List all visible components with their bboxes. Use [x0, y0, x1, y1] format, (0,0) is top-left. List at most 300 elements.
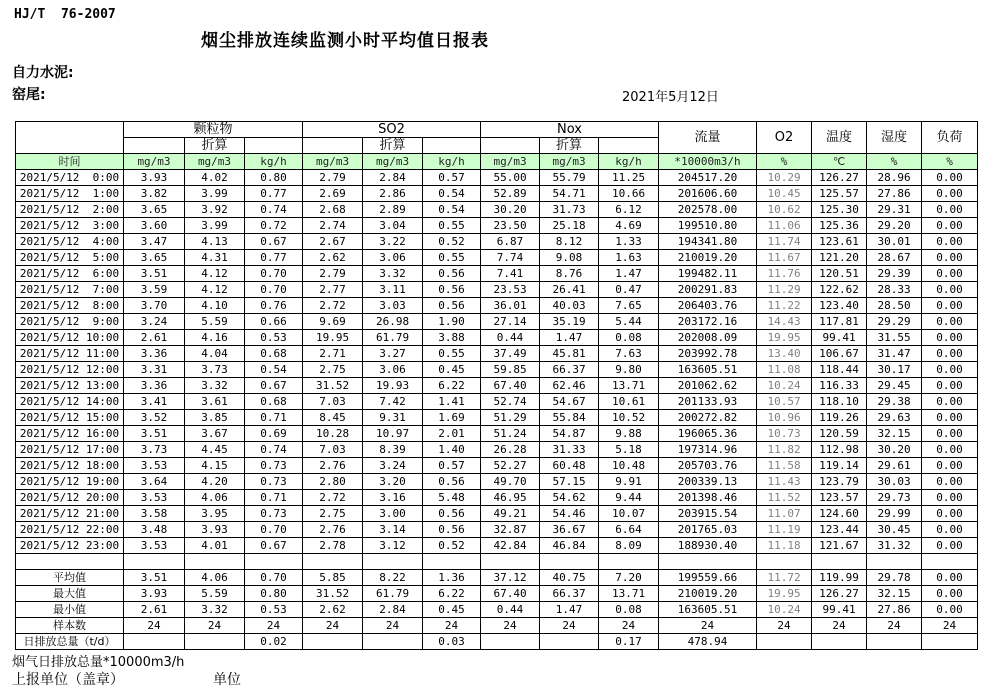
time-cell: 2021/5/12 5:00 — [16, 250, 124, 266]
group-temp: 温度 — [812, 122, 867, 154]
value-cell: 11.22 — [757, 298, 812, 314]
blank-cell — [599, 554, 659, 570]
value-cell: 3.51 — [124, 570, 185, 586]
location-label: 窑尾: — [12, 87, 46, 103]
value-cell: 8.09 — [599, 538, 659, 554]
value-cell: 11.72 — [757, 570, 812, 586]
value-cell: 11.43 — [757, 474, 812, 490]
value-cell: 1.47 — [540, 602, 599, 618]
value-cell: 24 — [867, 618, 922, 634]
value-cell: 29.29 — [867, 314, 922, 330]
value-cell: 29.63 — [867, 410, 922, 426]
time-cell: 2021/5/12 17:00 — [16, 442, 124, 458]
value-cell: 31.32 — [867, 538, 922, 554]
value-cell: 0.00 — [922, 250, 978, 266]
group-humidity: 湿度 — [867, 122, 922, 154]
value-cell: 163605.51 — [659, 362, 757, 378]
value-cell — [867, 634, 922, 650]
value-cell: 210019.20 — [659, 250, 757, 266]
value-cell: 0.77 — [245, 186, 303, 202]
value-cell: 0.53 — [245, 602, 303, 618]
blank-cell — [922, 554, 978, 570]
time-cell: 2021/5/12 20:00 — [16, 490, 124, 506]
value-cell: 8.45 — [303, 410, 363, 426]
value-cell: 11.67 — [757, 250, 812, 266]
value-cell: 6.22 — [423, 378, 481, 394]
value-cell: 2.79 — [303, 170, 363, 186]
value-cell: 3.58 — [124, 506, 185, 522]
summary-label: 样本数 — [16, 618, 124, 634]
value-cell: 10.62 — [757, 202, 812, 218]
value-cell: 125.36 — [812, 218, 867, 234]
value-cell — [363, 634, 423, 650]
value-cell: 11.06 — [757, 218, 812, 234]
value-cell: 0.67 — [245, 378, 303, 394]
value-cell: 1.41 — [423, 394, 481, 410]
value-cell: 0.70 — [245, 282, 303, 298]
time-cell: 2021/5/12 3:00 — [16, 218, 124, 234]
value-cell: 0.00 — [922, 202, 978, 218]
value-cell: 3.65 — [124, 202, 185, 218]
value-cell: 49.21 — [481, 506, 540, 522]
value-cell: 46.84 — [540, 538, 599, 554]
value-cell: 4.69 — [599, 218, 659, 234]
value-cell: 24 — [245, 618, 303, 634]
value-cell: 0.56 — [423, 474, 481, 490]
value-cell: 0.00 — [922, 410, 978, 426]
value-cell: 8.12 — [540, 234, 599, 250]
value-cell: 35.19 — [540, 314, 599, 330]
value-cell: 112.98 — [812, 442, 867, 458]
value-cell: 0.08 — [599, 330, 659, 346]
value-cell: 29.38 — [867, 394, 922, 410]
value-cell: 1.47 — [540, 330, 599, 346]
value-cell: 0.00 — [922, 298, 978, 314]
value-cell: 0.57 — [423, 458, 481, 474]
value-cell: 14.43 — [757, 314, 812, 330]
value-cell: 0.44 — [481, 330, 540, 346]
value-cell: 0.76 — [245, 298, 303, 314]
value-cell: 4.02 — [185, 170, 245, 186]
value-cell: 3.31 — [124, 362, 185, 378]
time-cell: 2021/5/12 8:00 — [16, 298, 124, 314]
hour-row — [16, 394, 978, 410]
value-cell: 0.73 — [245, 506, 303, 522]
value-cell: 24 — [303, 618, 363, 634]
value-cell: 5.85 — [303, 570, 363, 586]
value-cell: 3.20 — [363, 474, 423, 490]
value-cell: 3.53 — [124, 458, 185, 474]
value-cell: 0.00 — [922, 170, 978, 186]
value-cell: 3.32 — [185, 378, 245, 394]
value-cell: 203172.16 — [659, 314, 757, 330]
value-cell: 0.00 — [922, 538, 978, 554]
hour-row — [16, 314, 978, 330]
value-cell: 10.73 — [757, 426, 812, 442]
value-cell: 3.06 — [363, 250, 423, 266]
value-cell: 200272.82 — [659, 410, 757, 426]
value-cell: 5.18 — [599, 442, 659, 458]
value-cell: 4.31 — [185, 250, 245, 266]
value-cell: 3.32 — [363, 266, 423, 282]
value-cell: 27.14 — [481, 314, 540, 330]
value-cell: 121.20 — [812, 250, 867, 266]
summary-label: 最小值 — [16, 602, 124, 618]
value-cell: 40.75 — [540, 570, 599, 586]
value-cell: 5.59 — [185, 314, 245, 330]
blank-cell — [363, 554, 423, 570]
value-cell: 5.44 — [599, 314, 659, 330]
value-cell: 9.44 — [599, 490, 659, 506]
value-cell: 4.10 — [185, 298, 245, 314]
value-cell: 55.00 — [481, 170, 540, 186]
value-cell: 119.99 — [812, 570, 867, 586]
time-cell: 2021/5/12 15:00 — [16, 410, 124, 426]
value-cell: 0.00 — [922, 602, 978, 618]
value-cell: 8.22 — [363, 570, 423, 586]
unit-cell: *10000m3/h — [659, 154, 757, 170]
value-cell: 19.93 — [363, 378, 423, 394]
value-cell: 0.73 — [245, 458, 303, 474]
value-cell: 4.45 — [185, 442, 245, 458]
value-cell: 31.33 — [540, 442, 599, 458]
value-cell: 2.62 — [303, 250, 363, 266]
value-cell: 7.63 — [599, 346, 659, 362]
value-cell: 0.00 — [922, 218, 978, 234]
hour-row — [16, 410, 978, 426]
time-cell: 2021/5/12 19:00 — [16, 474, 124, 490]
value-cell: 106.67 — [812, 346, 867, 362]
value-cell: 2.78 — [303, 538, 363, 554]
value-cell: 4.01 — [185, 538, 245, 554]
value-cell: 10.07 — [599, 506, 659, 522]
value-cell: 0.56 — [423, 506, 481, 522]
value-cell: 0.45 — [423, 362, 481, 378]
group-load: 负荷 — [922, 122, 978, 154]
unit-cell: % — [922, 154, 978, 170]
blank-cell — [423, 138, 481, 154]
value-cell: 10.48 — [599, 458, 659, 474]
value-cell: 2.89 — [363, 202, 423, 218]
value-cell: 2.61 — [124, 330, 185, 346]
time-column-label: 时间 — [16, 154, 124, 170]
value-cell: 3.27 — [363, 346, 423, 362]
value-cell: 0.00 — [922, 378, 978, 394]
value-cell: 3.36 — [124, 346, 185, 362]
value-cell: 54.46 — [540, 506, 599, 522]
value-cell: 37.49 — [481, 346, 540, 362]
group-so2: SO2 — [303, 122, 481, 138]
value-cell: 0.45 — [423, 602, 481, 618]
value-cell: 27.86 — [867, 186, 922, 202]
value-cell: 2.77 — [303, 282, 363, 298]
value-cell: 66.37 — [540, 586, 599, 602]
unit-cell: mg/m3 — [124, 154, 185, 170]
value-cell: 204517.20 — [659, 170, 757, 186]
time-cell: 2021/5/12 10:00 — [16, 330, 124, 346]
blank-cell — [303, 554, 363, 570]
value-cell: 194341.80 — [659, 234, 757, 250]
value-cell: 0.54 — [245, 362, 303, 378]
value-cell: 210019.20 — [659, 586, 757, 602]
spacer-row — [16, 554, 978, 570]
report-table — [15, 121, 978, 650]
value-cell: 0.55 — [423, 218, 481, 234]
value-cell: 201765.03 — [659, 522, 757, 538]
hour-row — [16, 330, 978, 346]
hour-row — [16, 282, 978, 298]
value-cell: 26.98 — [363, 314, 423, 330]
value-cell: 200291.83 — [659, 282, 757, 298]
unit-cell: kg/h — [245, 154, 303, 170]
value-cell: 2.62 — [303, 602, 363, 618]
hour-row — [16, 506, 978, 522]
value-cell: 7.65 — [599, 298, 659, 314]
value-cell: 0.00 — [922, 394, 978, 410]
value-cell: 6.64 — [599, 522, 659, 538]
value-cell: 3.36 — [124, 378, 185, 394]
value-cell: 0.56 — [423, 266, 481, 282]
value-cell: 3.16 — [363, 490, 423, 506]
value-cell: 60.48 — [540, 458, 599, 474]
value-cell: 36.67 — [540, 522, 599, 538]
value-cell: 2.72 — [303, 298, 363, 314]
value-cell: 0.66 — [245, 314, 303, 330]
value-cell: 202578.00 — [659, 202, 757, 218]
value-cell: 11.25 — [599, 170, 659, 186]
value-cell: 2.75 — [303, 362, 363, 378]
value-cell: 28.50 — [867, 298, 922, 314]
time-cell: 2021/5/12 13:00 — [16, 378, 124, 394]
value-cell: 0.00 — [922, 570, 978, 586]
value-cell: 119.14 — [812, 458, 867, 474]
blank-cell — [185, 554, 245, 570]
value-cell: 24 — [481, 618, 540, 634]
hour-row — [16, 378, 978, 394]
value-cell: 2.68 — [303, 202, 363, 218]
value-cell: 2.67 — [303, 234, 363, 250]
value-cell: 2.86 — [363, 186, 423, 202]
value-cell: 10.52 — [599, 410, 659, 426]
value-cell: 11.76 — [757, 266, 812, 282]
value-cell: 118.44 — [812, 362, 867, 378]
so2-converted-label: 折算 — [363, 138, 423, 154]
time-cell: 2021/5/12 7:00 — [16, 282, 124, 298]
value-cell: 0.17 — [599, 634, 659, 650]
value-cell: 123.79 — [812, 474, 867, 490]
value-cell: 51.24 — [481, 426, 540, 442]
value-cell: 29.78 — [867, 570, 922, 586]
hour-row — [16, 490, 978, 506]
value-cell: 37.12 — [481, 570, 540, 586]
value-cell: 11.18 — [757, 538, 812, 554]
value-cell — [922, 634, 978, 650]
summary-label: 平均值 — [16, 570, 124, 586]
value-cell: 6.22 — [423, 586, 481, 602]
value-cell: 32.87 — [481, 522, 540, 538]
value-cell: 51.29 — [481, 410, 540, 426]
hour-row — [16, 362, 978, 378]
value-cell: 49.70 — [481, 474, 540, 490]
value-cell: 0.55 — [423, 346, 481, 362]
hour-row — [16, 202, 978, 218]
value-cell: 59.85 — [481, 362, 540, 378]
value-cell: 0.02 — [245, 634, 303, 650]
value-cell: 0.52 — [423, 538, 481, 554]
value-cell: 199482.11 — [659, 266, 757, 282]
value-cell: 10.24 — [757, 378, 812, 394]
flue-gas-total-note: 烟气日排放总量*10000m3/h — [12, 655, 185, 670]
summary-label: 日排放总量（t/d） — [16, 634, 124, 650]
value-cell: 11.82 — [757, 442, 812, 458]
value-cell: 10.24 — [757, 602, 812, 618]
unit-cell: mg/m3 — [303, 154, 363, 170]
value-cell: 31.55 — [867, 330, 922, 346]
value-cell: 3.99 — [185, 218, 245, 234]
blank-cell — [540, 554, 599, 570]
value-cell: 0.00 — [922, 314, 978, 330]
value-cell — [481, 634, 540, 650]
hour-row — [16, 522, 978, 538]
value-cell: 31.73 — [540, 202, 599, 218]
value-cell: 30.20 — [481, 202, 540, 218]
value-cell: 2.75 — [303, 506, 363, 522]
value-cell: 0.00 — [922, 506, 978, 522]
value-cell: 120.59 — [812, 426, 867, 442]
value-cell: 3.93 — [124, 170, 185, 186]
pm-converted-label: 折算 — [185, 138, 245, 154]
value-cell: 3.48 — [124, 522, 185, 538]
table-body — [16, 154, 978, 650]
hour-row — [16, 170, 978, 186]
value-cell: 3.70 — [124, 298, 185, 314]
value-cell: 30.45 — [867, 522, 922, 538]
value-cell: 7.74 — [481, 250, 540, 266]
time-cell: 2021/5/12 21:00 — [16, 506, 124, 522]
value-cell: 6.87 — [481, 234, 540, 250]
hour-row — [16, 538, 978, 554]
value-cell: 3.53 — [124, 538, 185, 554]
value-cell: 29.45 — [867, 378, 922, 394]
value-cell: 4.20 — [185, 474, 245, 490]
value-cell: 1.40 — [423, 442, 481, 458]
value-cell: 203992.78 — [659, 346, 757, 362]
value-cell: 123.57 — [812, 490, 867, 506]
value-cell: 0.70 — [245, 522, 303, 538]
value-cell: 24 — [540, 618, 599, 634]
value-cell: 31.52 — [303, 378, 363, 394]
value-cell: 2.84 — [363, 170, 423, 186]
value-cell: 0.00 — [922, 234, 978, 250]
value-cell: 55.84 — [540, 410, 599, 426]
value-cell: 19.95 — [757, 330, 812, 346]
value-cell: 3.53 — [124, 490, 185, 506]
value-cell: 36.01 — [481, 298, 540, 314]
value-cell: 24 — [922, 618, 978, 634]
value-cell: 10.97 — [363, 426, 423, 442]
value-cell: 2.76 — [303, 522, 363, 538]
unit-label: 单位 — [213, 672, 241, 688]
value-cell: 122.62 — [812, 282, 867, 298]
value-cell: 24 — [812, 618, 867, 634]
value-cell: 0.80 — [245, 170, 303, 186]
time-cell: 2021/5/12 11:00 — [16, 346, 124, 362]
value-cell: 7.42 — [363, 394, 423, 410]
value-cell: 0.00 — [922, 186, 978, 202]
time-cell: 2021/5/12 23:00 — [16, 538, 124, 554]
blank-cell — [423, 554, 481, 570]
value-cell: 3.61 — [185, 394, 245, 410]
value-cell: 201062.62 — [659, 378, 757, 394]
value-cell: 24 — [599, 618, 659, 634]
value-cell: 3.88 — [423, 330, 481, 346]
value-cell — [540, 634, 599, 650]
value-cell: 0.00 — [922, 346, 978, 362]
value-cell — [757, 634, 812, 650]
value-cell: 31.47 — [867, 346, 922, 362]
value-cell: 0.68 — [245, 346, 303, 362]
value-cell: 0.44 — [481, 602, 540, 618]
value-cell: 3.59 — [124, 282, 185, 298]
value-cell: 0.80 — [245, 586, 303, 602]
value-cell: 25.18 — [540, 218, 599, 234]
value-cell: 0.54 — [423, 186, 481, 202]
value-cell: 0.71 — [245, 410, 303, 426]
value-cell: 29.73 — [867, 490, 922, 506]
value-cell: 7.20 — [599, 570, 659, 586]
blank-cell — [16, 554, 124, 570]
value-cell: 62.46 — [540, 378, 599, 394]
value-cell: 30.17 — [867, 362, 922, 378]
value-cell: 23.53 — [481, 282, 540, 298]
value-cell: 1.90 — [423, 314, 481, 330]
time-cell: 2021/5/12 9:00 — [16, 314, 124, 330]
value-cell: 0.70 — [245, 266, 303, 282]
value-cell: 10.45 — [757, 186, 812, 202]
hour-row — [16, 298, 978, 314]
group-flow: 流量 — [659, 122, 757, 154]
nox-converted-label: 折算 — [540, 138, 599, 154]
value-cell: 121.67 — [812, 538, 867, 554]
value-cell: 3.51 — [124, 266, 185, 282]
blank-cell — [481, 138, 540, 154]
value-cell: 5.48 — [423, 490, 481, 506]
hour-row — [16, 442, 978, 458]
value-cell: 26.28 — [481, 442, 540, 458]
value-cell: 3.73 — [124, 442, 185, 458]
value-cell: 0.74 — [245, 202, 303, 218]
blank-cell — [867, 554, 922, 570]
hour-row — [16, 250, 978, 266]
value-cell: 30.20 — [867, 442, 922, 458]
value-cell: 11.52 — [757, 490, 812, 506]
value-cell: 13.40 — [757, 346, 812, 362]
value-cell: 205703.76 — [659, 458, 757, 474]
value-cell: 3.51 — [124, 426, 185, 442]
value-cell: 8.39 — [363, 442, 423, 458]
value-cell: 4.06 — [185, 490, 245, 506]
time-cell: 2021/5/12 14:00 — [16, 394, 124, 410]
value-cell: 54.71 — [540, 186, 599, 202]
value-cell: 125.30 — [812, 202, 867, 218]
value-cell: 30.03 — [867, 474, 922, 490]
value-cell: 0.68 — [245, 394, 303, 410]
unit-cell: kg/h — [423, 154, 481, 170]
unit-cell: % — [757, 154, 812, 170]
blank-cell — [245, 138, 303, 154]
value-cell: 30.01 — [867, 234, 922, 250]
value-cell: 0.53 — [245, 330, 303, 346]
